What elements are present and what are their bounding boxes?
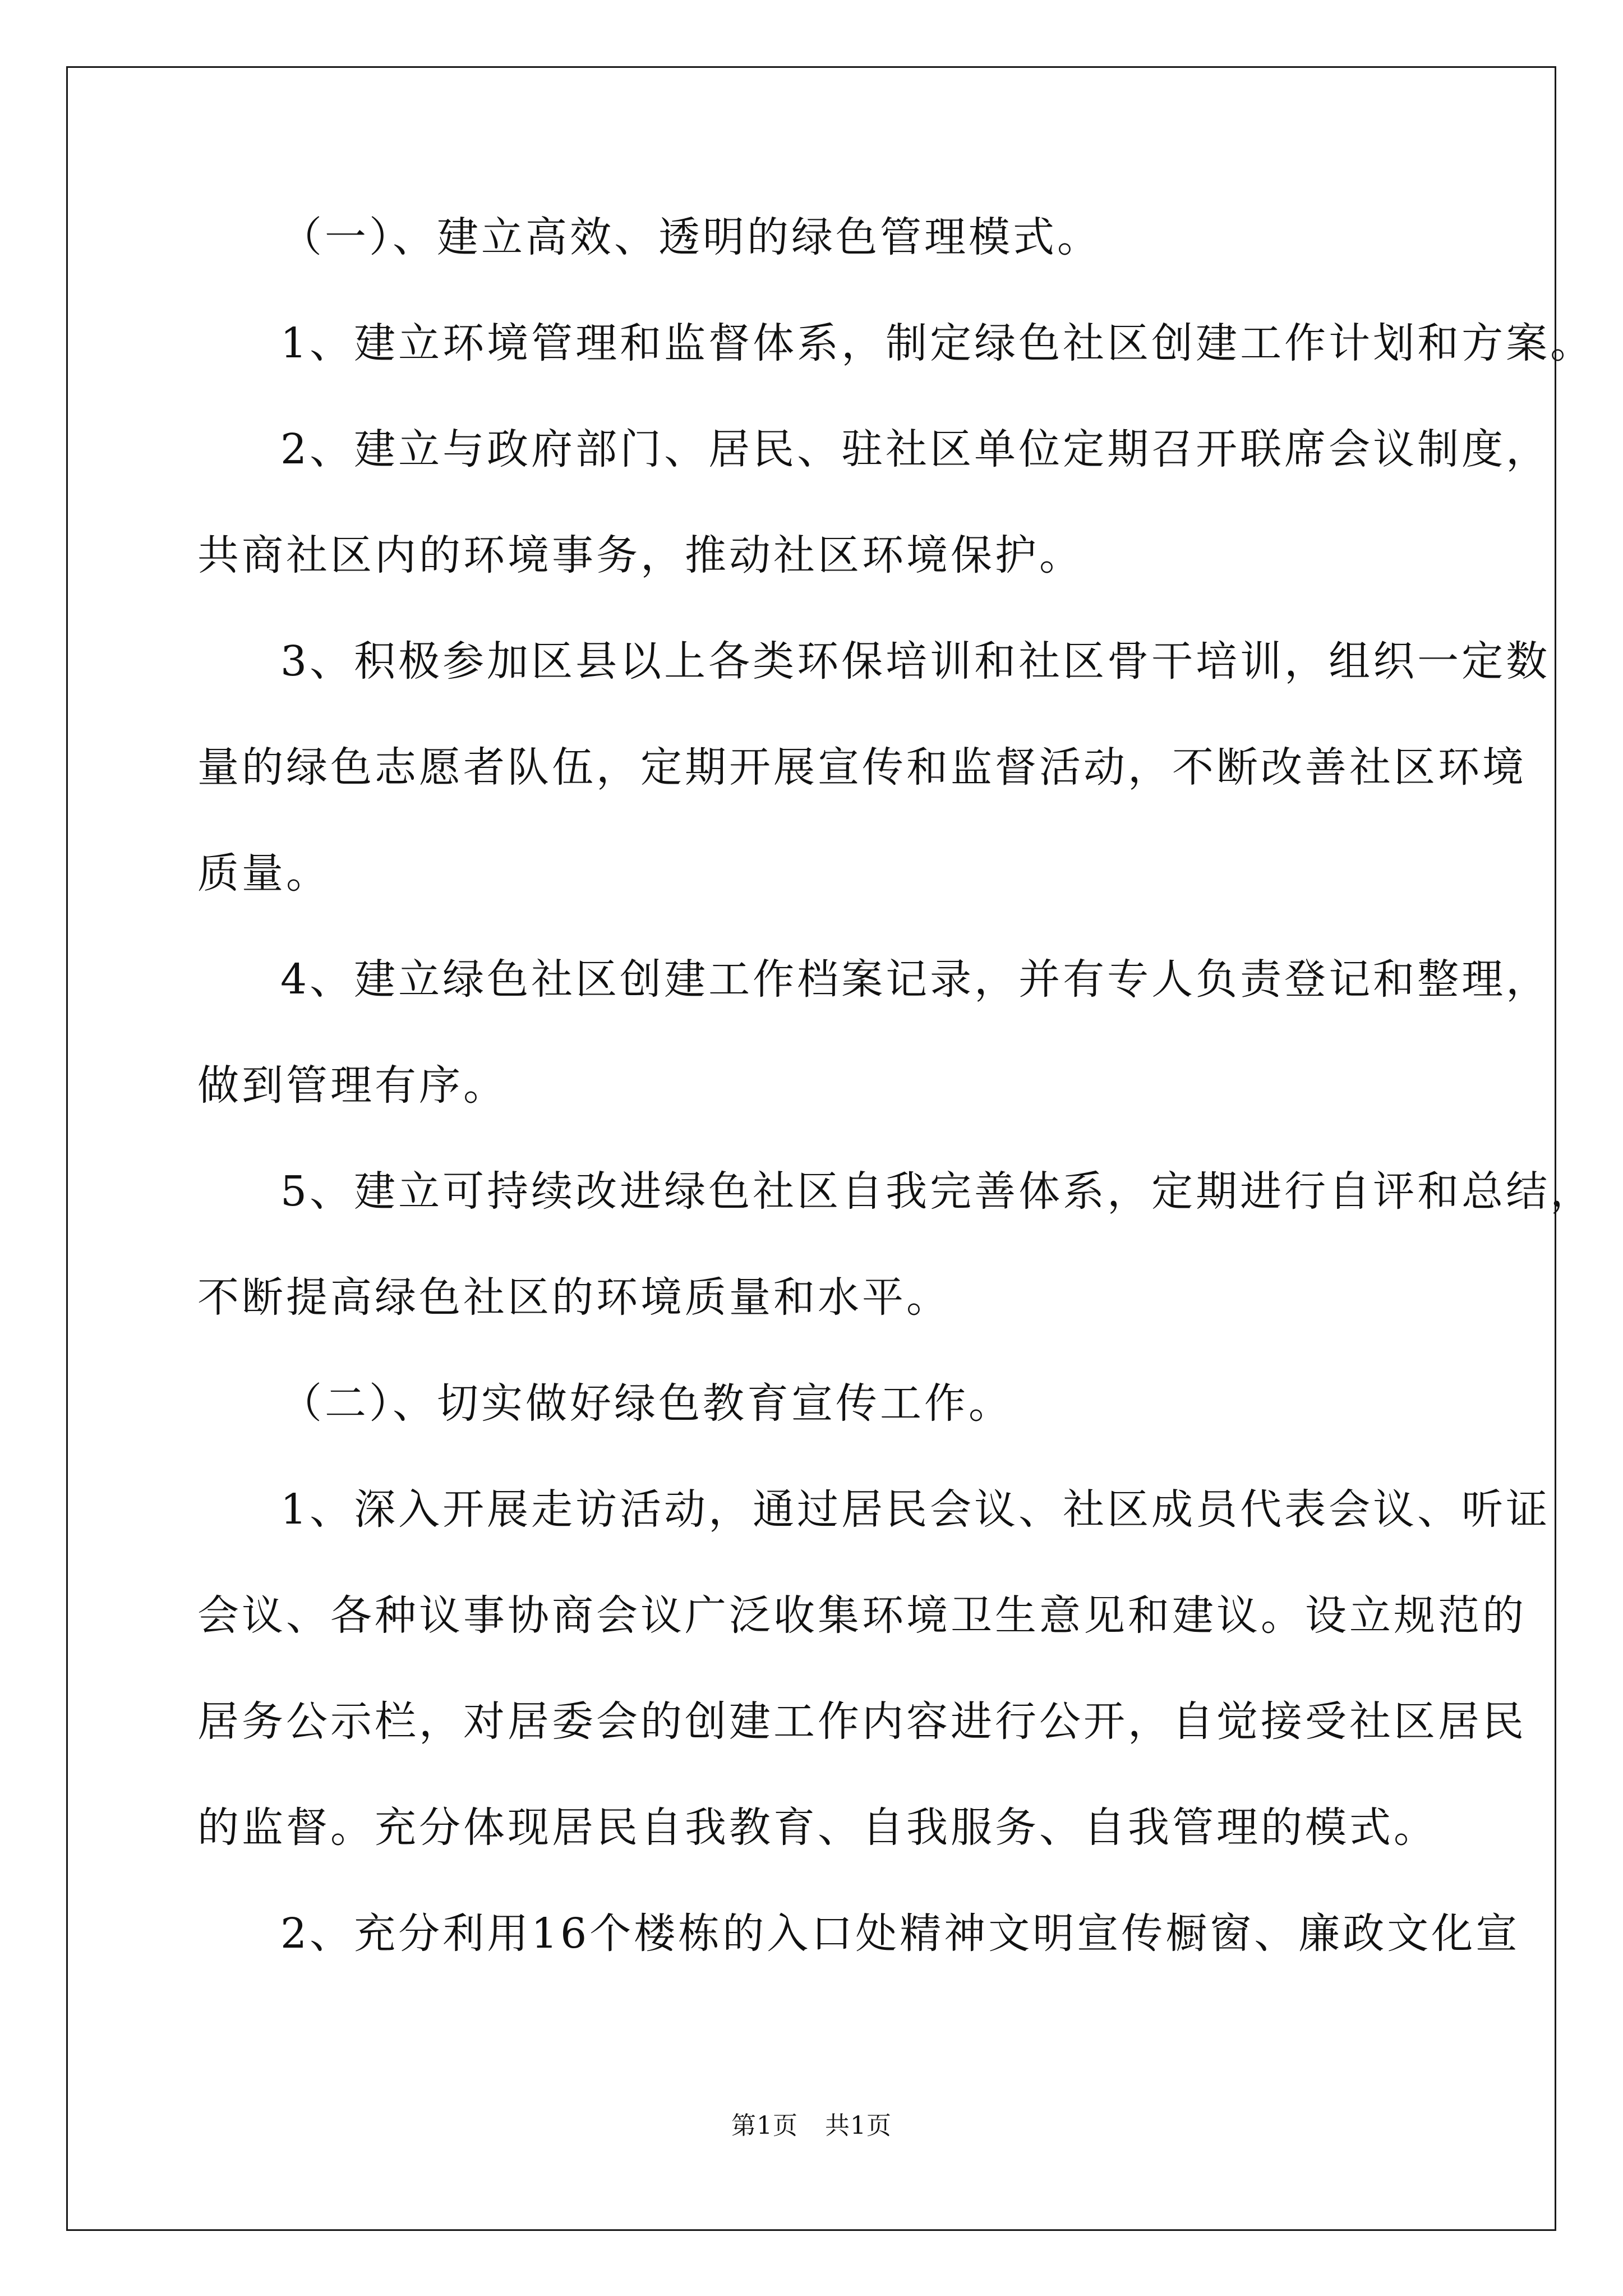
page-footer [0,2110,1623,2142]
paragraph-line: 2、建立与政府部门、居民、驻社区单位定期召开联席会议制度， [280,425,1551,473]
paragraph-line: 1、深入开展走访活动，通过居民会议、社区成员代表会议、听证 [280,1485,1551,1534]
page-frame [66,66,1556,2231]
paragraph-line: 3、积极参加区县以上各类环保培训和社区骨干培训，组织一定数 [280,637,1551,685]
paragraph-line: 会议、各种议事协商会议广泛收集环境卫生意见和建议。设立规范的 [197,1591,1527,1640]
section-heading-2: （二）、切实做好绿色教育宣传工作。 [280,1379,1013,1428]
paragraph-line: 质量。 [197,849,330,898]
paragraph-line: 共商社区内的环境事务，推动社区环境保护。 [197,531,1083,579]
paragraph-line: 不断提高绿色社区的环境质量和水平。 [197,1273,951,1322]
section-heading-1: （一）、建立高效、透明的绿色管理模式。 [280,213,1101,261]
paragraph-line: 做到管理有序。 [197,1061,508,1110]
paragraph-line: 的监督。充分体现居民自我教育、自我服务、自我管理的模式。 [197,1803,1438,1852]
paragraph-line: 4、建立绿色社区创建工作档案记录，并有专人负责登记和整理， [280,955,1551,1004]
paragraph-line: 居务公示栏，对居委会的创建工作内容进行公开，自觉接受社区居民 [197,1697,1527,1746]
page-total: 共1页 [825,2111,892,2140]
paragraph-line: 量的绿色志愿者队伍，定期开展宣传和监督活动，不断改善社区环境 [197,743,1527,792]
paragraph-line: 5、建立可持续改进绿色社区自我完善体系，定期进行自评和总结， [280,1167,1595,1216]
paragraph-line: 2、充分利用16个楼栋的入口处精神文明宣传橱窗、廉政文化宣 [280,1910,1520,1958]
page-number: 第1页 [731,2111,798,2140]
paragraph-line: 1、建立环境管理和监督体系，制定绿色社区创建工作计划和方案。 [280,319,1595,367]
